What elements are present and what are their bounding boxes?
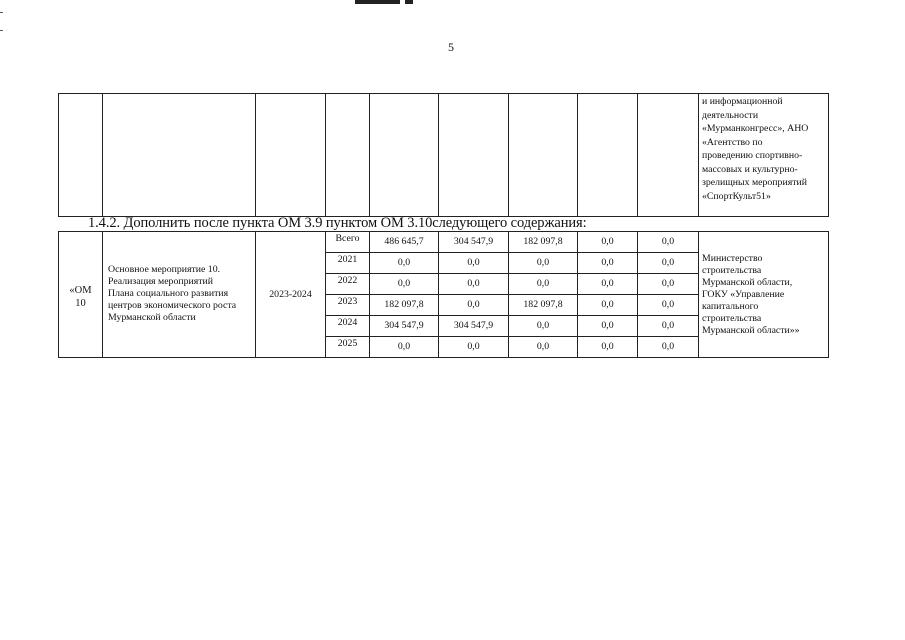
year-cell: 2024 [326, 316, 370, 337]
responsible-line: деятельности [702, 109, 759, 121]
responsible-line: проведению спортивно- [702, 150, 803, 161]
measure-name [103, 232, 256, 358]
value-cell: 0,0 [578, 253, 638, 274]
measure-period: 2023-2024 [256, 232, 326, 358]
responsible-line: строительства [702, 264, 762, 276]
cell-value [509, 94, 578, 217]
year-cell: 2021 [326, 253, 370, 274]
year-cell: 2023 [326, 295, 370, 316]
value-cell: 304 547,9 [370, 316, 439, 337]
responsible-line: Мурманской области, [702, 276, 793, 288]
measure-name-line: Плана социального развития [108, 287, 229, 299]
value-cell: 0,0 [578, 295, 638, 316]
responsible-cell [699, 94, 829, 217]
responsible-line: зрелищных мероприятий [702, 177, 807, 188]
responsible-line: массовых и культурно- [702, 163, 798, 175]
value-cell: 0,0 [509, 337, 578, 358]
measure-code-line: 10 [75, 297, 86, 309]
responsible-line: и информационной [702, 96, 783, 107]
responsible-line: строительства [702, 312, 762, 324]
value-cell: 182 097,8 [509, 295, 578, 316]
value-cell: 0,0 [638, 337, 699, 358]
continuation-table [58, 93, 829, 217]
cell-value [439, 94, 509, 217]
responsible-line: ГОКУ «Управление [702, 288, 785, 300]
scan-edge-mark [0, 12, 3, 13]
scan-edge-mark [0, 30, 3, 31]
cell-value [578, 94, 638, 217]
cell-value [370, 94, 439, 217]
value-cell: 0,0 [509, 274, 578, 295]
value-cell: 0,0 [439, 274, 509, 295]
measure-code [59, 232, 103, 358]
cell-code [59, 94, 103, 217]
value-cell: 304 547,9 [439, 232, 509, 253]
value-cell: 0,0 [578, 316, 638, 337]
value-cell: 0,0 [509, 253, 578, 274]
page-number: 5 [448, 40, 454, 54]
value-cell: 0,0 [439, 337, 509, 358]
responsible-line: Министерство [702, 252, 763, 264]
table-row [59, 232, 829, 253]
value-cell: 0,0 [370, 337, 439, 358]
measure-name-line: Реализация мероприятий [108, 275, 214, 287]
amendment-text: 1.4.2. Дополнить после пункта ОМ 3.9 пунктом ОМ 3.10следующего содержания: [88, 215, 587, 231]
value-cell: 0,0 [370, 253, 439, 274]
value-cell: 0,0 [439, 253, 509, 274]
cell-year [326, 94, 370, 217]
responsible-line: «СпортКульт51» [702, 190, 771, 202]
year-cell: 2025 [326, 337, 370, 358]
value-cell: 0,0 [578, 232, 638, 253]
scan-artifact [355, 0, 400, 4]
year-cell: 2022 [326, 274, 370, 295]
value-cell: 486 645,7 [370, 232, 439, 253]
measure-name-line: центров экономического роста [108, 299, 237, 311]
value-cell: 0,0 [370, 274, 439, 295]
value-cell: 0,0 [638, 253, 699, 274]
value-cell: 0,0 [509, 316, 578, 337]
measure-table [58, 231, 829, 358]
responsible-line: «Агентство по [702, 136, 763, 148]
cell-name [103, 94, 256, 217]
continuation-row [59, 94, 829, 217]
responsible-line: «Мурманконгресс», АНО [702, 123, 809, 134]
value-cell: 0,0 [638, 316, 699, 337]
value-cell: 0,0 [638, 274, 699, 295]
measure-name-line: Основное мероприятие 10. [108, 263, 221, 275]
responsible-line: Мурманской области»» [702, 324, 800, 336]
value-cell: 0,0 [578, 274, 638, 295]
value-cell: 182 097,8 [370, 295, 439, 316]
responsible-cell [699, 232, 829, 358]
value-cell: 0,0 [578, 337, 638, 358]
value-cell: 182 097,8 [509, 232, 578, 253]
cell-period [256, 94, 326, 217]
measure-code-line: «ОМ [69, 284, 92, 296]
value-cell: 0,0 [638, 232, 699, 253]
value-cell: 304 547,9 [439, 316, 509, 337]
year-cell: Всего [326, 232, 370, 253]
value-cell: 0,0 [638, 295, 699, 316]
measure-name-line: Мурманской области [108, 311, 196, 323]
responsible-line: капитального [702, 300, 759, 312]
value-cell: 0,0 [439, 295, 509, 316]
cell-value [638, 94, 699, 217]
